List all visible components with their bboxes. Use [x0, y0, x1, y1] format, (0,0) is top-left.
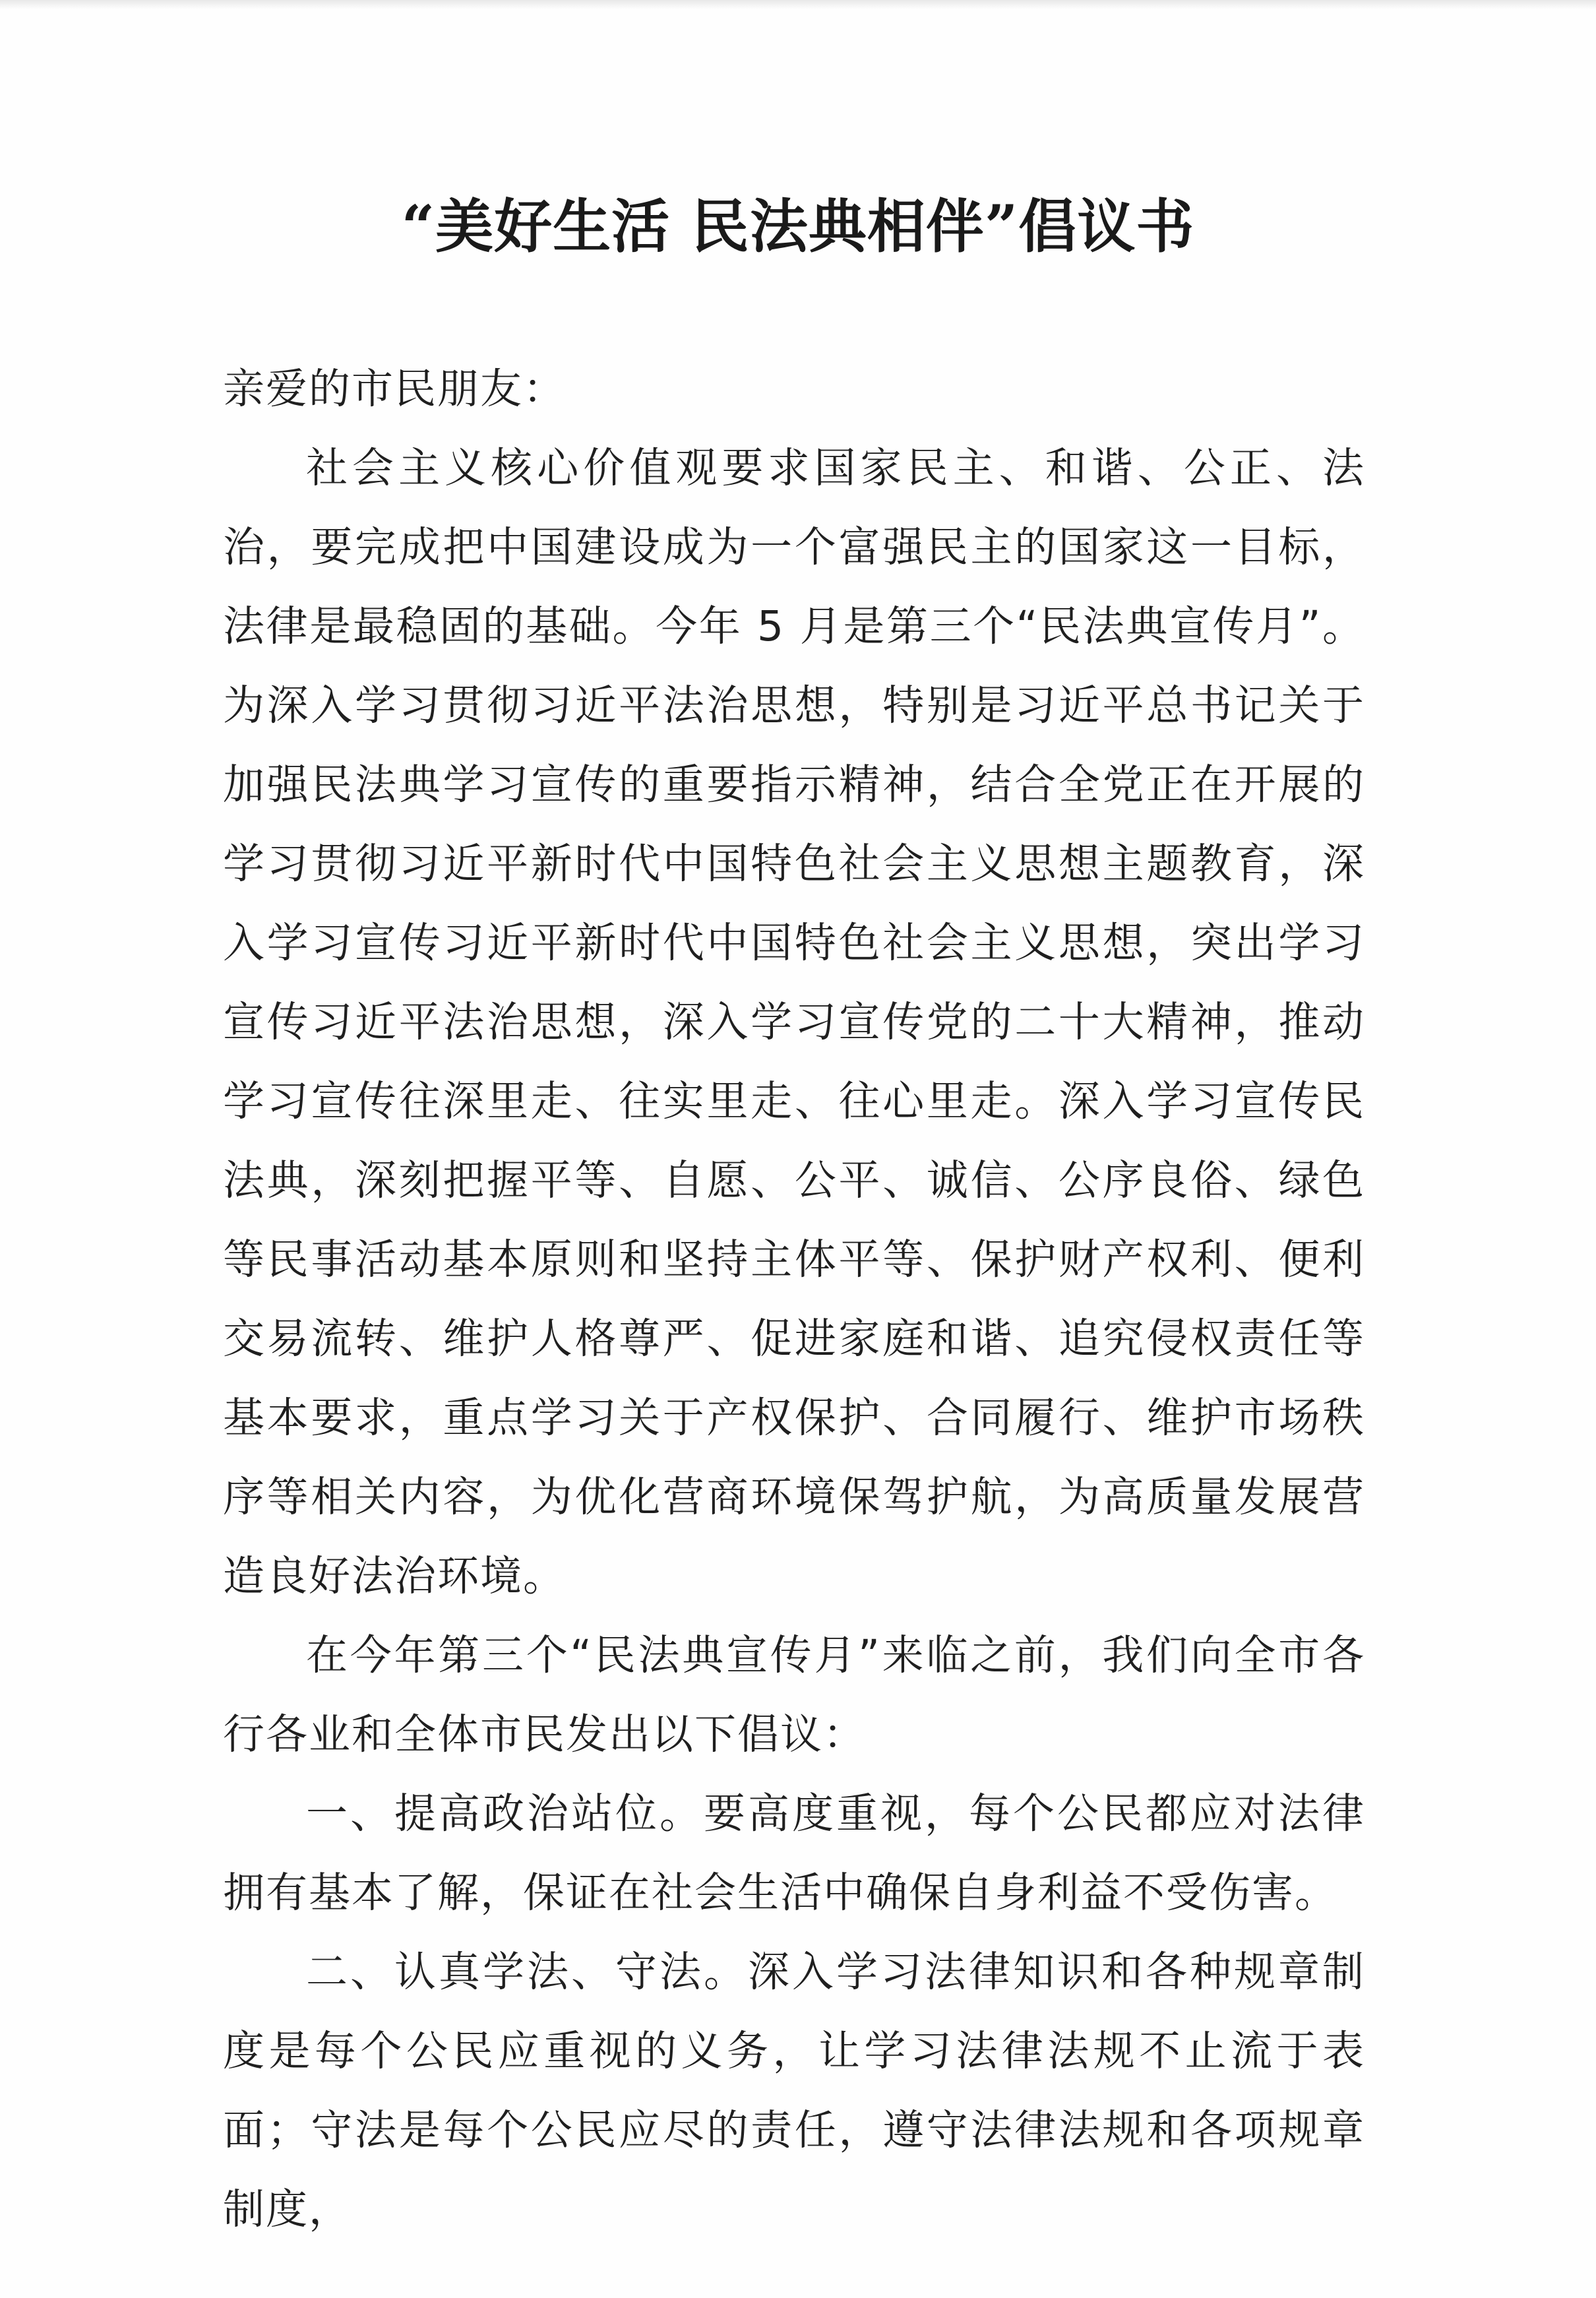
paragraph-3: 一、提高政治站位。要高度重视，每个公民都应对法律拥有基本了解，保证在社会生活中确保自身利益不受伤害。: [223, 1789, 1365, 1917]
document-title: “美好生活 民法典相伴”倡议书: [401, 192, 1195, 261]
document-body: [223, 350, 1365, 2249]
paragraph-1: 社会主义核心价值观要求国家民主、和谐、公正、法治，要完成把中国建设成为一个富强民主的国家这一目标，法律是最稳固的基础。今年 5 月是第三个“民法典宣传月”。为深入学习贯彻习近平法治思想，特别是习近平总书记关于加强民法典学习宣传的重要指示精神，结合全党正在开展的学习贯彻习近平新时代中国特色社会主义思想主题教育，深入学习宣传习近平新时代中国特色社会主义思想，突出学习宣传习近平法治思想，深入学习宣传党的二十大精神，推动学习宣传往深里走、往实里走、往心里走。深入学习宣传民法典，深刻把握平等、自愿、公平、诚信、公序良俗、绿色等民事活动基本原则和坚持主体平等、保护财产权利、便利交易流转、维护人格尊严、促进家庭和谐、追究侵权责任等基本要求，重点学习关于产权保护、合同履行、维护市场秩序等相关内容，为优化营商环境保驾护航，为高质量发展营造良好法治环境。: [223, 444, 1365, 1600]
paragraph-2: 在今年第三个“民法典宣传月”来临之前，我们向全市各行各业和全体市民发出以下倡议：: [223, 1631, 1365, 1758]
scan-edge: [0, 0, 1596, 9]
paragraph-4: 二、认真学法、守法。深入学习法律知识和各种规章制度是每个公民应重视的义务，让学习法律法规不止流于表面；守法是每个公民应尽的责任，遵守法律法规和各项规章制度，: [223, 1948, 1365, 2233]
salutation: 亲爱的市民朋友：: [223, 365, 566, 413]
